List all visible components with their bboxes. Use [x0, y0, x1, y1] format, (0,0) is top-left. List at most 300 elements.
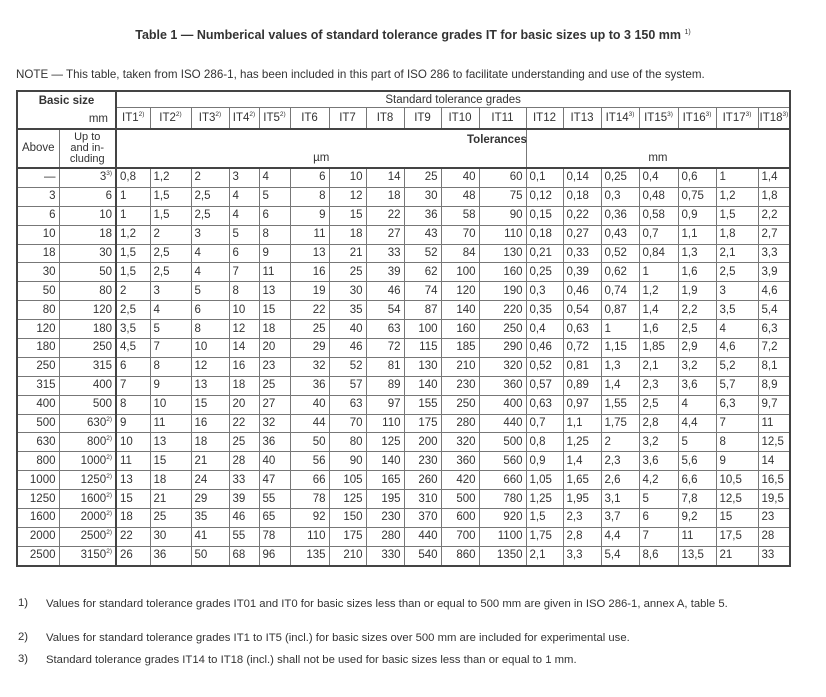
tolerance-cell-it4: 16 [229, 357, 259, 376]
tolerance-cell-it7: 21 [329, 244, 366, 263]
above-cell: 2500 [17, 546, 59, 565]
above-cell: 18 [17, 244, 59, 263]
tolerance-cell-it10: 360 [441, 452, 479, 471]
above-cell: 1250 [17, 490, 59, 509]
up-to-value: 6 [105, 190, 112, 203]
tolerance-cell-it11: 220 [479, 301, 526, 320]
tolerance-cell-it12: 0,63 [526, 395, 563, 414]
tolerance-cell-it2: 3 [150, 282, 191, 301]
tolerance-cell-it3: 29 [191, 490, 229, 509]
tolerance-cell-it2: 2 [150, 225, 191, 244]
tolerance-cell-it16: 6,6 [678, 471, 716, 490]
tolerance-cell-it14: 2 [601, 433, 639, 452]
above-cell: 800 [17, 452, 59, 471]
tolerance-cell-it4: 33 [229, 471, 259, 490]
tolerance-cell-it9: 200 [404, 433, 441, 452]
tolerance-cell-it3: 6 [191, 301, 229, 320]
tolerance-cell-it6: 6 [290, 168, 329, 187]
tolerance-cell-it3: 4 [191, 263, 229, 282]
tolerance-cell-it18: 14 [758, 452, 790, 471]
tolerance-cell-it4: 68 [229, 546, 259, 565]
tolerances-label: Tolerances [467, 134, 527, 146]
tolerance-cell-it17: 6,3 [716, 395, 758, 414]
tolerance-cell-it15: 2,3 [639, 376, 678, 395]
tolerance-cell-it1: 7 [116, 376, 150, 395]
tolerance-cell-it5: 15 [259, 301, 290, 320]
up-to-cell [59, 187, 116, 206]
tolerance-cell-it10: 100 [441, 263, 479, 282]
tolerance-cell-it18: 1,4 [758, 168, 790, 187]
tolerance-cell-it13: 2,3 [563, 509, 601, 528]
tolerance-cell-it13: 0,54 [563, 301, 601, 320]
table-row [17, 301, 790, 320]
tolerance-cell-it3: 12 [191, 357, 229, 376]
tolerance-cell-it17: 4,6 [716, 339, 758, 358]
tolerance-cell-it18: 8,1 [758, 357, 790, 376]
tolerance-cell-it7: 210 [329, 546, 366, 565]
tolerance-cell-it5: 11 [259, 263, 290, 282]
tolerance-cell-it6: 22 [290, 301, 329, 320]
footnote-mark: 2) [106, 453, 112, 461]
tolerance-cell-it15: 2,8 [639, 414, 678, 433]
tolerance-cell-it5: 65 [259, 509, 290, 528]
tolerance-cell-it4: 12 [229, 320, 259, 339]
tolerance-cell-it1: 10 [116, 433, 150, 452]
tolerance-cell-it10: 185 [441, 339, 479, 358]
tolerance-cell-it18: 5,4 [758, 301, 790, 320]
table-row [17, 546, 790, 565]
tolerance-cell-it4: 6 [229, 244, 259, 263]
tolerance-cell-it18: 3,3 [758, 244, 790, 263]
tolerance-cell-it10: 48 [441, 187, 479, 206]
tolerance-cell-it8: 63 [366, 320, 404, 339]
table-row [17, 433, 790, 452]
tolerance-cell-it6: 44 [290, 414, 329, 433]
tolerance-cell-it12: 0,3 [526, 282, 563, 301]
tolerance-cell-it15: 8,6 [639, 546, 678, 565]
tolerance-cell-it17: 5,7 [716, 376, 758, 395]
tolerance-cell-it11: 90 [479, 206, 526, 225]
tolerance-cell-it14: 1,55 [601, 395, 639, 414]
table-row [17, 395, 790, 414]
up-to-value: 2500 [80, 530, 107, 543]
tolerance-cell-it1: 13 [116, 471, 150, 490]
tolerance-cell-it4: 4 [229, 206, 259, 225]
tolerance-cell-it11: 560 [479, 452, 526, 471]
above-cell: 120 [17, 320, 59, 339]
tolerance-cell-it14: 0,62 [601, 263, 639, 282]
tolerance-cell-it7: 12 [329, 187, 366, 206]
tolerance-cell-it8: 14 [366, 168, 404, 187]
unit-mm: mm [648, 152, 668, 164]
tolerance-cell-it5: 32 [259, 414, 290, 433]
tolerance-cell-it5: 23 [259, 357, 290, 376]
tolerance-cell-it8: 22 [366, 206, 404, 225]
table-row [17, 206, 790, 225]
tolerance-cell-it1: 1 [116, 206, 150, 225]
tolerance-cell-it15: 4,2 [639, 471, 678, 490]
tolerance-cell-it3: 10 [191, 339, 229, 358]
basic-size-unit: mm [88, 113, 108, 125]
tolerance-cell-it4: 28 [229, 452, 259, 471]
tolerance-cell-it7: 175 [329, 527, 366, 546]
tolerance-cell-it6: 40 [290, 395, 329, 414]
title-footnote-mark: 1) [684, 28, 691, 36]
grade-footnote-mark: 3) [745, 110, 752, 118]
tolerance-cell-it5: 8 [259, 225, 290, 244]
above-cell: 30 [17, 263, 59, 282]
tolerance-cell-it15: 0,84 [639, 244, 678, 263]
grade-label: IT16 [682, 111, 706, 124]
tolerance-cell-it18: 8,9 [758, 376, 790, 395]
tolerance-table [16, 90, 791, 567]
tolerance-cell-it15: 6 [639, 509, 678, 528]
up-to-cell [59, 339, 116, 358]
grade-footnote-mark: 2) [175, 110, 182, 118]
tolerance-cell-it8: 110 [366, 414, 404, 433]
up-to-cell [59, 376, 116, 395]
tolerance-cell-it7: 52 [329, 357, 366, 376]
tolerance-cell-it8: 165 [366, 471, 404, 490]
table-row [17, 471, 790, 490]
tolerance-cell-it16: 9,2 [678, 509, 716, 528]
up-to-cell [59, 168, 116, 187]
tolerance-cell-it13: 0,22 [563, 206, 601, 225]
tolerance-cell-it12: 0,52 [526, 357, 563, 376]
tolerance-cell-it15: 1,6 [639, 320, 678, 339]
tolerance-cell-it12: 0,46 [526, 339, 563, 358]
tolerance-cell-it2: 10 [150, 395, 191, 414]
tolerance-cell-it4: 46 [229, 509, 259, 528]
footnote-text: Values for standard tolerance grades IT01 and IT0 for basic sizes less than or equal to 500 mm are given in ISO 286-1, annex A, table 5. [46, 598, 728, 610]
tolerance-cell-it3: 50 [191, 546, 229, 565]
tolerance-cell-it5: 6 [259, 206, 290, 225]
tolerance-cell-it14: 1,75 [601, 414, 639, 433]
tolerance-cell-it3: 4 [191, 244, 229, 263]
tolerance-cell-it17: 1,5 [716, 206, 758, 225]
tolerance-cell-it14: 2,6 [601, 471, 639, 490]
tolerance-cell-it14: 2,3 [601, 452, 639, 471]
tolerance-cell-it3: 35 [191, 509, 229, 528]
tolerance-cell-it18: 28 [758, 527, 790, 546]
up-to-cell [59, 527, 116, 546]
tolerance-cell-it7: 90 [329, 452, 366, 471]
up-to-cell [59, 414, 116, 433]
grade-label: IT3 [198, 111, 216, 124]
grade-label: IT11 [491, 111, 514, 124]
tolerance-cell-it1: 11 [116, 452, 150, 471]
tolerance-cell-it2: 21 [150, 490, 191, 509]
tolerance-cell-it2: 13 [150, 433, 191, 452]
footnote-number: 1) [18, 597, 29, 609]
tolerance-cell-it13: 0,18 [563, 187, 601, 206]
tolerance-cell-it3: 16 [191, 414, 229, 433]
tolerance-cell-it4: 20 [229, 395, 259, 414]
up-to-value: 630 [87, 417, 107, 430]
tolerance-cell-it8: 27 [366, 225, 404, 244]
tolerance-cell-it13: 0,46 [563, 282, 601, 301]
tolerance-cell-it10: 600 [441, 509, 479, 528]
tolerance-cell-it13: 0,97 [563, 395, 601, 414]
note-text: NOTE — This table, taken from ISO 286-1, has been included in this part of ISO 286 to facilitate understanding and use of the system. [16, 68, 705, 81]
tolerance-cell-it8: 81 [366, 357, 404, 376]
tolerance-cell-it9: 260 [404, 471, 441, 490]
tolerance-cell-it8: 330 [366, 546, 404, 565]
tolerance-cell-it6: 56 [290, 452, 329, 471]
footnote-mark: 2) [106, 529, 112, 537]
grade-header-it5 [259, 108, 290, 129]
tolerance-cell-it10: 160 [441, 320, 479, 339]
tolerance-cell-it10: 860 [441, 546, 479, 565]
tolerance-cell-it4: 22 [229, 414, 259, 433]
tolerance-cell-it4: 4 [229, 187, 259, 206]
tolerance-cell-it17: 5,2 [716, 357, 758, 376]
tolerance-cell-it9: 87 [404, 301, 441, 320]
up-to-value: 80 [99, 284, 112, 297]
tolerance-cell-it3: 15 [191, 395, 229, 414]
tolerance-cell-it8: 230 [366, 509, 404, 528]
tolerance-cell-it12: 0,4 [526, 320, 563, 339]
grade-footnote-mark: 2) [249, 110, 256, 118]
tolerance-cell-it2: 8 [150, 357, 191, 376]
up-to-value: 2000 [80, 511, 107, 524]
tolerance-cell-it18: 3,9 [758, 263, 790, 282]
tolerance-cell-it7: 35 [329, 301, 366, 320]
tolerance-cell-it5: 13 [259, 282, 290, 301]
tolerance-cell-it16: 4 [678, 395, 716, 414]
tolerance-cell-it1: 26 [116, 546, 150, 565]
tolerance-cell-it12: 0,12 [526, 187, 563, 206]
tolerance-cell-it14: 0,3 [601, 187, 639, 206]
grade-header-it18 [758, 108, 790, 129]
tolerance-cell-it15: 0,48 [639, 187, 678, 206]
grade-footnote-mark: 2) [279, 110, 286, 118]
tolerance-cell-it14: 0,74 [601, 282, 639, 301]
tolerance-cell-it14: 4,4 [601, 527, 639, 546]
tolerance-cell-it3: 2 [191, 168, 229, 187]
tolerance-cell-it10: 420 [441, 471, 479, 490]
tolerance-cell-it16: 5 [678, 433, 716, 452]
tolerance-cell-it9: 30 [404, 187, 441, 206]
up-to-value: 3150 [80, 549, 107, 562]
grade-label: IT9 [414, 111, 431, 124]
up-to-cell [59, 452, 116, 471]
tolerance-cell-it10: 120 [441, 282, 479, 301]
above-cell: 10 [17, 225, 59, 244]
above-cell: 1000 [17, 471, 59, 490]
table-row [17, 339, 790, 358]
grade-header-it9 [404, 108, 441, 129]
footnote-mark: 2) [106, 435, 112, 443]
tolerance-cell-it1: 1,5 [116, 263, 150, 282]
table-row [17, 452, 790, 471]
tolerance-cell-it10: 58 [441, 206, 479, 225]
tolerance-cell-it2: 1,2 [150, 168, 191, 187]
tolerance-cell-it18: 4,6 [758, 282, 790, 301]
tolerance-cell-it11: 250 [479, 320, 526, 339]
up-to-value: 800 [87, 435, 107, 448]
tolerance-cell-it7: 30 [329, 282, 366, 301]
table-row [17, 320, 790, 339]
tolerance-cell-it16: 7,8 [678, 490, 716, 509]
up-to-cell [59, 282, 116, 301]
tolerance-cell-it6: 29 [290, 339, 329, 358]
tolerance-cell-it16: 2,2 [678, 301, 716, 320]
tolerance-cell-it13: 0,33 [563, 244, 601, 263]
tolerance-cell-it10: 140 [441, 301, 479, 320]
footnote-mark: 2) [106, 472, 112, 480]
tolerance-cell-it8: 89 [366, 376, 404, 395]
tolerance-cell-it4: 7 [229, 263, 259, 282]
grade-header-it15 [639, 108, 678, 129]
grade-label: IT13 [570, 111, 594, 124]
above-cell: 400 [17, 395, 59, 414]
table-title [0, 28, 826, 42]
tolerance-cell-it13: 0,81 [563, 357, 601, 376]
tolerance-cell-it1: 8 [116, 395, 150, 414]
tolerance-cell-it15: 1,2 [639, 282, 678, 301]
tolerance-cell-it7: 46 [329, 339, 366, 358]
tolerance-cell-it2: 2,5 [150, 263, 191, 282]
tolerance-cell-it6: 16 [290, 263, 329, 282]
up-to-cell [59, 471, 116, 490]
tolerance-cell-it11: 360 [479, 376, 526, 395]
tolerance-cell-it15: 3,6 [639, 452, 678, 471]
tolerance-cell-it1: 15 [116, 490, 150, 509]
grade-label: IT1 [122, 111, 139, 124]
tolerance-cell-it6: 92 [290, 509, 329, 528]
tolerance-cell-it3: 2,5 [191, 206, 229, 225]
tolerance-cell-it2: 4 [150, 301, 191, 320]
footnote-mark: 2) [106, 491, 112, 499]
tolerance-cell-it16: 11 [678, 527, 716, 546]
tolerance-cell-it18: 19,5 [758, 490, 790, 509]
tolerance-cell-it17: 10,5 [716, 471, 758, 490]
tolerance-cell-it8: 33 [366, 244, 404, 263]
footnote-number: 2) [18, 631, 29, 643]
up-to-cell [59, 301, 116, 320]
up-to-value: 1600 [80, 492, 107, 505]
tolerance-cell-it10: 320 [441, 433, 479, 452]
tolerance-cell-it12: 0,57 [526, 376, 563, 395]
tolerance-cell-it3: 2,5 [191, 187, 229, 206]
tolerance-cell-it12: 0,35 [526, 301, 563, 320]
tolerance-cell-it15: 3,2 [639, 433, 678, 452]
table-row [17, 376, 790, 395]
tolerance-cell-it15: 0,58 [639, 206, 678, 225]
unit-um: µm [313, 152, 330, 164]
up-to-value: 50 [99, 265, 112, 278]
tolerance-cell-it11: 400 [479, 395, 526, 414]
tolerance-cell-it6: 66 [290, 471, 329, 490]
footnote-text: Values for standard tolerance grades IT1 to IT5 (incl.) for basic sizes over 500 mm are included for experimental use. [46, 632, 630, 644]
tolerance-cell-it17: 2,5 [716, 263, 758, 282]
tolerance-cell-it3: 13 [191, 376, 229, 395]
tolerance-cell-it9: 155 [404, 395, 441, 414]
tolerance-cell-it14: 0,52 [601, 244, 639, 263]
footnote-mark: 2) [106, 548, 112, 556]
above-cell: 630 [17, 433, 59, 452]
grade-header-it11 [479, 108, 526, 129]
up-to-cell [59, 546, 116, 565]
tolerance-cell-it17: 15 [716, 509, 758, 528]
tolerance-cell-it14: 0,25 [601, 168, 639, 187]
tolerance-cell-it12: 0,8 [526, 433, 563, 452]
tolerance-cell-it11: 1100 [479, 527, 526, 546]
tolerance-cell-it13: 0,39 [563, 263, 601, 282]
tolerance-cell-it8: 54 [366, 301, 404, 320]
tolerance-cell-it5: 18 [259, 320, 290, 339]
tolerance-cell-it8: 280 [366, 527, 404, 546]
grade-label: IT7 [339, 111, 356, 124]
tolerance-cell-it7: 80 [329, 433, 366, 452]
tolerance-cell-it18: 12,5 [758, 433, 790, 452]
tolerance-cell-it3: 24 [191, 471, 229, 490]
tolerance-cell-it6: 135 [290, 546, 329, 565]
tolerance-cell-it3: 41 [191, 527, 229, 546]
tolerance-cell-it4: 55 [229, 527, 259, 546]
tolerance-cell-it9: 25 [404, 168, 441, 187]
tolerance-cell-it16: 1,9 [678, 282, 716, 301]
tolerance-cell-it5: 27 [259, 395, 290, 414]
up-to-value: 315 [92, 360, 112, 373]
tolerance-cell-it6: 32 [290, 357, 329, 376]
tolerance-cell-it11: 110 [479, 225, 526, 244]
tolerance-cell-it1: 1 [116, 187, 150, 206]
tolerance-cell-it10: 210 [441, 357, 479, 376]
tolerance-cell-it13: 1,65 [563, 471, 601, 490]
tolerance-cell-it2: 30 [150, 527, 191, 546]
grade-footnote-mark: 3) [705, 110, 712, 118]
tolerance-cell-it5: 20 [259, 339, 290, 358]
grade-label: IT14 [605, 111, 629, 124]
grade-header-it6 [290, 108, 329, 129]
tolerance-cell-it12: 0,21 [526, 244, 563, 263]
grade-footnote-mark: 3) [782, 110, 789, 118]
tolerance-cell-it17: 12,5 [716, 490, 758, 509]
up-to-cell [59, 225, 116, 244]
tolerance-cell-it1: 18 [116, 509, 150, 528]
tolerance-cell-it1: 1,5 [116, 244, 150, 263]
tolerance-cell-it9: 370 [404, 509, 441, 528]
tolerance-cell-it2: 1,5 [150, 206, 191, 225]
up-to-header: Up to and in-cluding [59, 129, 116, 168]
grade-header-it3 [191, 108, 229, 129]
tolerance-cell-it13: 1,25 [563, 433, 601, 452]
tolerance-cell-it15: 2,1 [639, 357, 678, 376]
tolerance-cell-it11: 500 [479, 433, 526, 452]
tolerance-cell-it16: 1,3 [678, 244, 716, 263]
tolerance-cell-it18: 33 [758, 546, 790, 565]
tolerance-cell-it11: 190 [479, 282, 526, 301]
above-cell: 6 [17, 206, 59, 225]
tolerance-cell-it7: 15 [329, 206, 366, 225]
tolerance-cell-it17: 3 [716, 282, 758, 301]
grade-header-it8 [366, 108, 404, 129]
tolerance-cell-it5: 9 [259, 244, 290, 263]
up-to-value: 18 [99, 228, 112, 241]
tolerance-cell-it9: 175 [404, 414, 441, 433]
tolerance-cell-it11: 660 [479, 471, 526, 490]
tolerance-cell-it11: 60 [479, 168, 526, 187]
tolerance-cell-it12: 0,7 [526, 414, 563, 433]
tolerance-cell-it10: 280 [441, 414, 479, 433]
up-to-value: 500 [92, 398, 112, 411]
tolerance-cell-it18: 9,7 [758, 395, 790, 414]
tolerance-cell-it3: 5 [191, 282, 229, 301]
tolerance-cell-it16: 1,6 [678, 263, 716, 282]
tolerance-cell-it7: 125 [329, 490, 366, 509]
